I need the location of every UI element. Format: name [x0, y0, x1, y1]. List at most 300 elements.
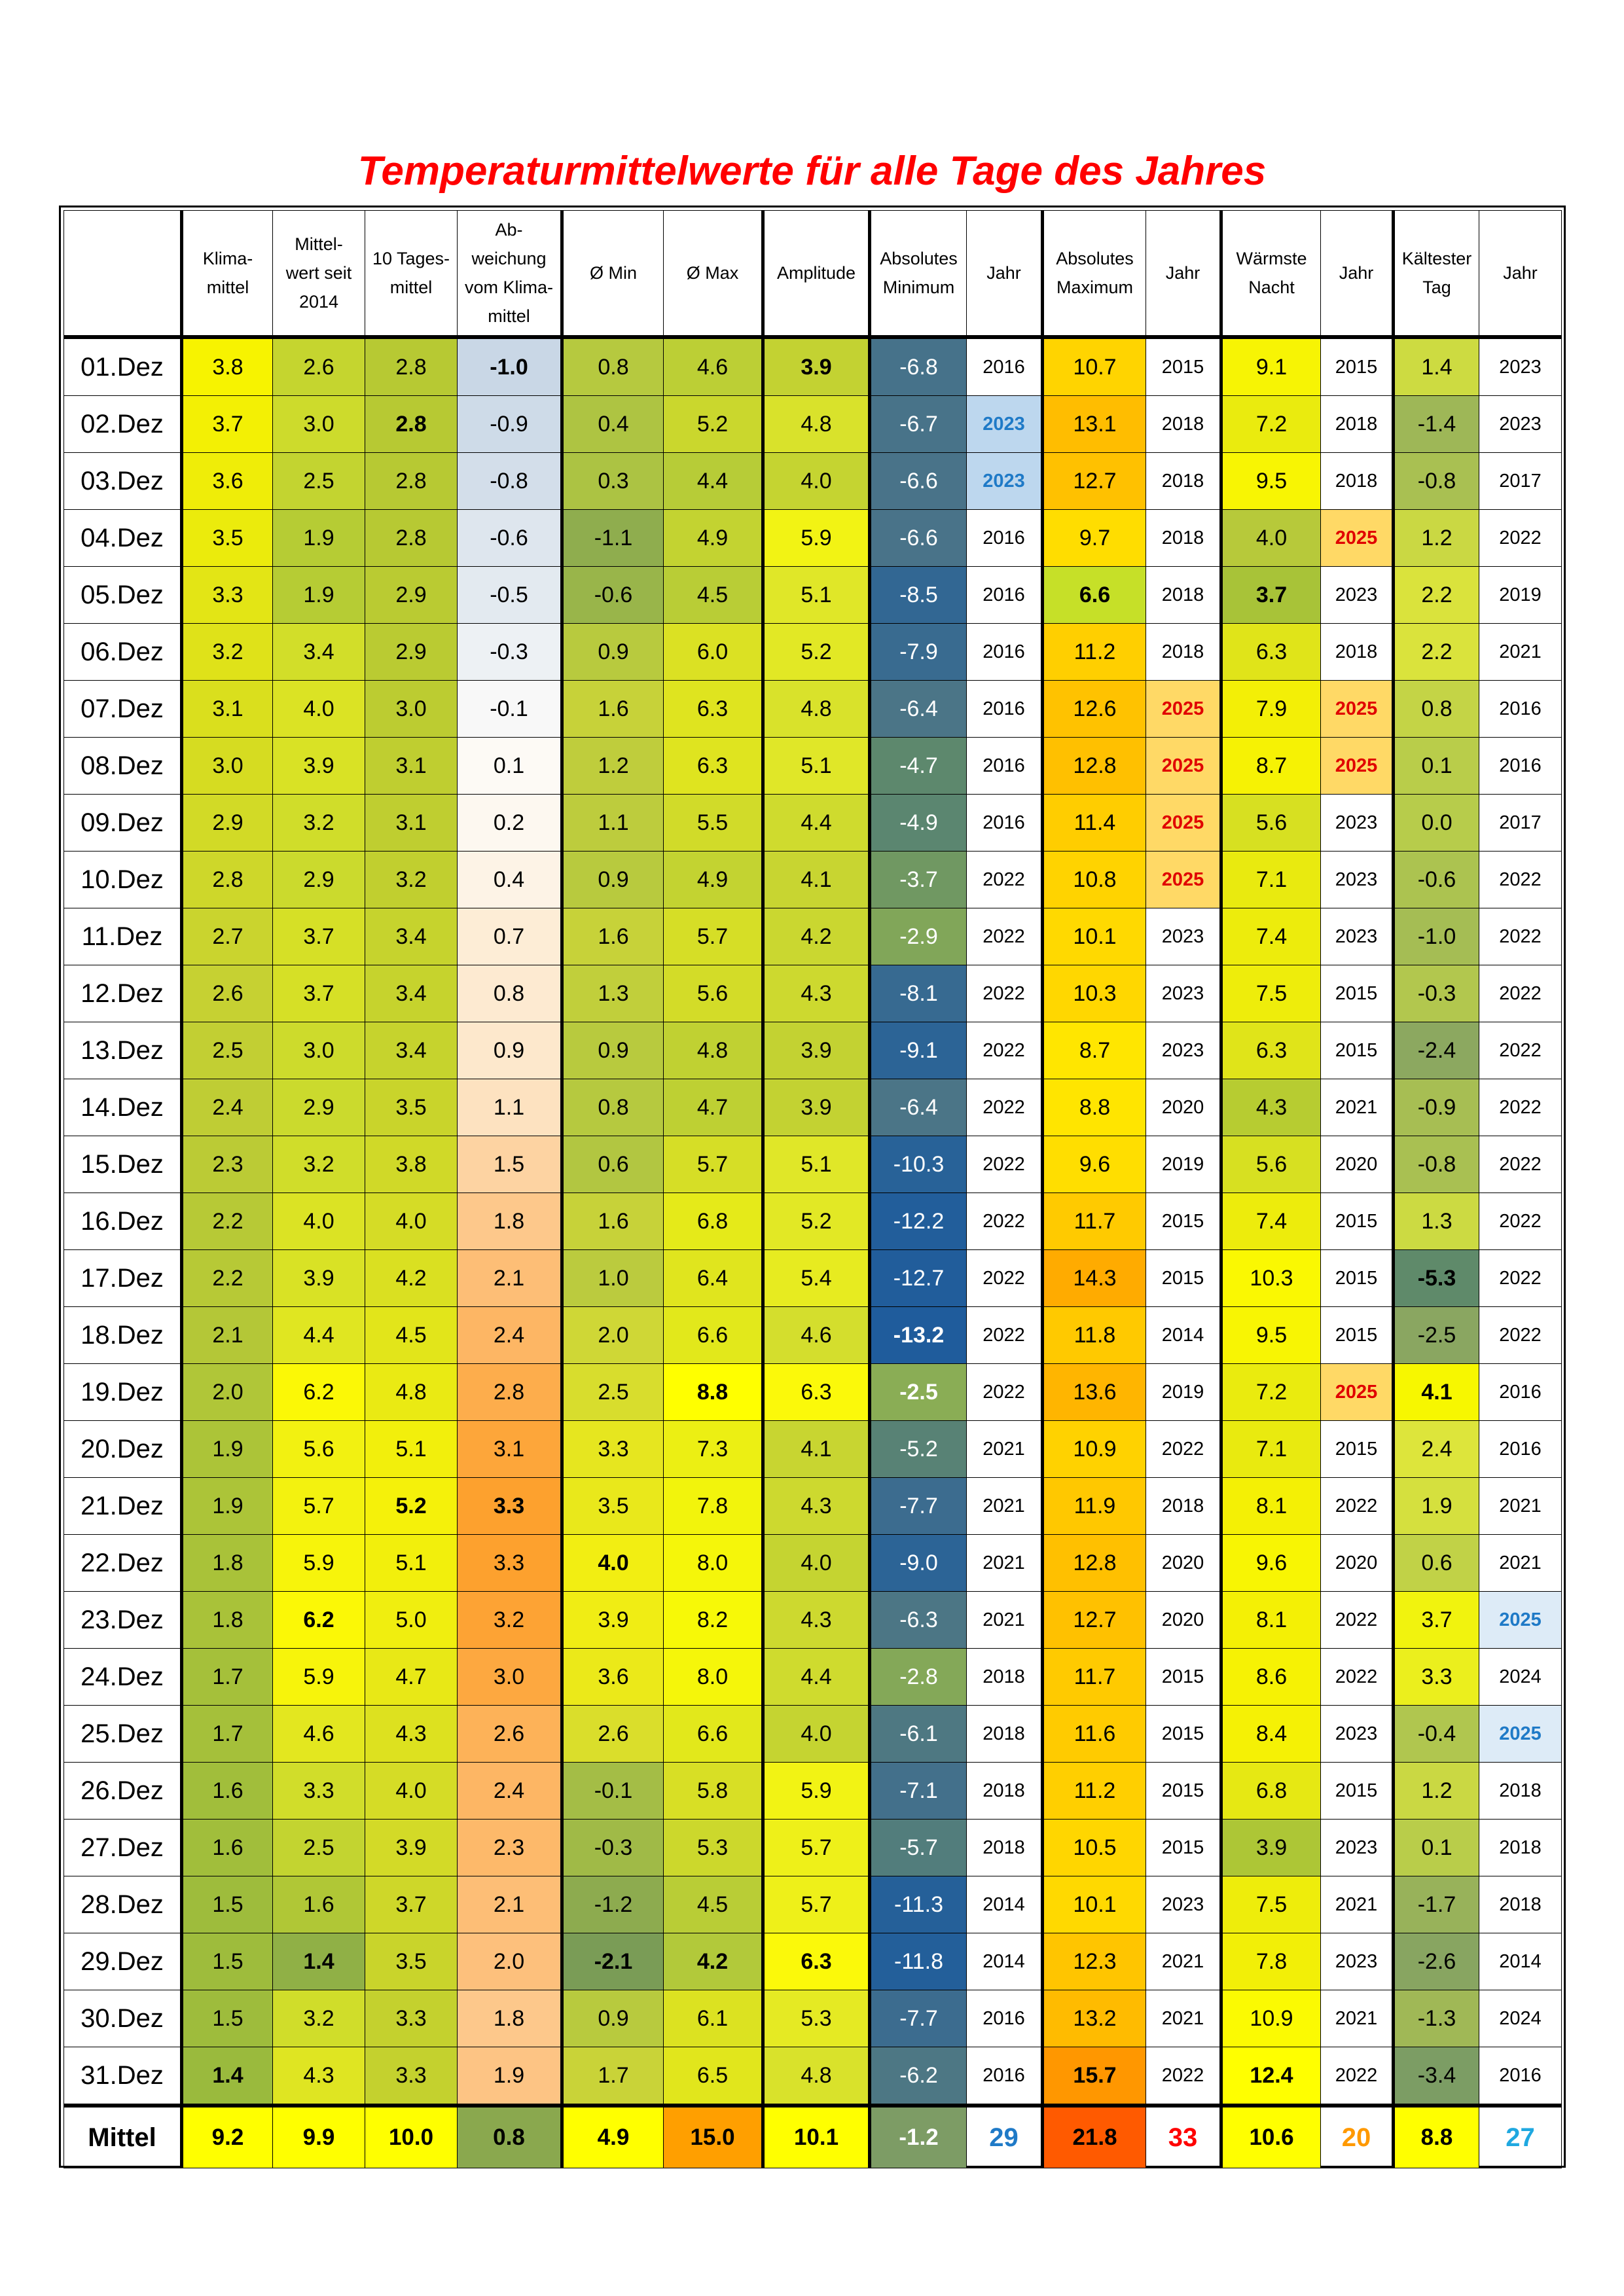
cell-jahr-1: 2018	[967, 1649, 1043, 1706]
cell-jahr-3: 2025	[1321, 510, 1394, 567]
cell-tagesmittel10: 3.5	[365, 1933, 458, 1990]
cell-abweichung: -0.8	[458, 453, 562, 510]
cell-mittelwert: 3.4	[273, 624, 365, 681]
table-row	[64, 1649, 1562, 1706]
cell-tagesmittel10: 2.8	[365, 453, 458, 510]
cell-tagesmittel10: 2.9	[365, 624, 458, 681]
cell-klimamittel: 3.3	[182, 567, 273, 624]
cell-tagesmittel10: 3.0	[365, 681, 458, 738]
cell-min: 3.5	[562, 1478, 664, 1535]
cell-abs-max: 10.3	[1043, 965, 1146, 1022]
table-row	[64, 396, 1562, 453]
cell-waermste-nacht: 8.1	[1221, 1478, 1321, 1535]
cell-jahr-4: 2021	[1479, 1478, 1562, 1535]
cell-jahr-4: 2016	[1479, 2047, 1562, 2106]
cell-abweichung: 3.3	[458, 1535, 562, 1592]
cell-abs-max: 10.1	[1043, 908, 1146, 965]
cell-max: 8.8	[664, 1364, 763, 1421]
cell-kaeltester-tag: 1.9	[1394, 1478, 1479, 1535]
cell-jahr-4: 2019	[1479, 567, 1562, 624]
cell-jahr-3: 2025	[1321, 681, 1394, 738]
cell-day: 25.Dez	[64, 1706, 182, 1763]
cell-jahr-3: 2025	[1321, 738, 1394, 795]
footer-row	[64, 2106, 1562, 2168]
table-row	[64, 1990, 1562, 2047]
cell-waermste-nacht: 6.8	[1221, 1763, 1321, 1820]
header-abs-max: Absolutes Maximum	[1043, 211, 1146, 338]
cell-day: 09.Dez	[64, 795, 182, 852]
cell-jahr-4: 2016	[1479, 738, 1562, 795]
cell-mittelwert: 6.2	[273, 1592, 365, 1649]
cell-max: 4.7	[664, 1079, 763, 1136]
footer-jahr-3: 20	[1321, 2106, 1394, 2168]
cell-abweichung: 2.1	[458, 1876, 562, 1933]
cell-tagesmittel10: 3.3	[365, 2047, 458, 2106]
cell-min: 1.3	[562, 965, 664, 1022]
cell-klimamittel: 1.7	[182, 1649, 273, 1706]
table-row	[64, 1136, 1562, 1193]
cell-mittelwert: 5.9	[273, 1535, 365, 1592]
cell-waermste-nacht: 9.5	[1221, 453, 1321, 510]
cell-mittelwert: 3.7	[273, 908, 365, 965]
cell-jahr-4: 2022	[1479, 1250, 1562, 1307]
cell-jahr-2: 2023	[1146, 1876, 1221, 1933]
table-body	[64, 337, 1562, 2106]
cell-jahr-4: 2016	[1479, 1421, 1562, 1478]
cell-amplitude: 5.9	[763, 1763, 870, 1820]
cell-day: 10.Dez	[64, 852, 182, 908]
cell-abweichung: 3.0	[458, 1649, 562, 1706]
cell-jahr-3: 2021	[1321, 1079, 1394, 1136]
cell-jahr-4: 2017	[1479, 453, 1562, 510]
cell-min: 0.6	[562, 1136, 664, 1193]
cell-min: 3.3	[562, 1421, 664, 1478]
cell-jahr-3: 2022	[1321, 1478, 1394, 1535]
cell-kaeltester-tag: 1.2	[1394, 1763, 1479, 1820]
footer-klimamittel: 9.2	[182, 2106, 273, 2168]
cell-jahr-3: 2018	[1321, 396, 1394, 453]
cell-mittelwert: 1.6	[273, 1876, 365, 1933]
cell-klimamittel: 1.9	[182, 1421, 273, 1478]
cell-day: 30.Dez	[64, 1990, 182, 2047]
cell-amplitude: 5.9	[763, 510, 870, 567]
cell-kaeltester-tag: -1.0	[1394, 908, 1479, 965]
cell-max: 4.2	[664, 1933, 763, 1990]
cell-kaeltester-tag: -0.4	[1394, 1706, 1479, 1763]
cell-kaeltester-tag: -3.4	[1394, 2047, 1479, 2106]
cell-max: 4.9	[664, 852, 763, 908]
cell-amplitude: 4.1	[763, 1421, 870, 1478]
cell-abweichung: 3.1	[458, 1421, 562, 1478]
cell-max: 5.7	[664, 1136, 763, 1193]
table-row	[64, 852, 1562, 908]
cell-abs-max: 10.5	[1043, 1820, 1146, 1876]
cell-min: -0.1	[562, 1763, 664, 1820]
cell-kaeltester-tag: -0.3	[1394, 965, 1479, 1022]
cell-amplitude: 6.3	[763, 1364, 870, 1421]
cell-abs-min: -2.8	[870, 1649, 967, 1706]
cell-max: 5.5	[664, 795, 763, 852]
cell-min: 0.3	[562, 453, 664, 510]
cell-day: 14.Dez	[64, 1079, 182, 1136]
table-row	[64, 337, 1562, 396]
cell-jahr-2: 2018	[1146, 567, 1221, 624]
cell-abs-max: 12.8	[1043, 738, 1146, 795]
cell-min: 0.9	[562, 1022, 664, 1079]
cell-day: 04.Dez	[64, 510, 182, 567]
footer-abs-max: 21.8	[1043, 2106, 1146, 2168]
cell-max: 6.3	[664, 738, 763, 795]
table-row	[64, 681, 1562, 738]
table-row	[64, 1763, 1562, 1820]
cell-kaeltester-tag: -1.3	[1394, 1990, 1479, 2047]
cell-jahr-4: 2021	[1479, 624, 1562, 681]
cell-day: 18.Dez	[64, 1307, 182, 1364]
cell-jahr-3: 2018	[1321, 624, 1394, 681]
cell-amplitude: 4.0	[763, 1706, 870, 1763]
footer-tagesmittel10: 10.0	[365, 2106, 458, 2168]
cell-jahr-4: 2022	[1479, 1079, 1562, 1136]
table-row	[64, 1876, 1562, 1933]
cell-mittelwert: 3.2	[273, 1990, 365, 2047]
cell-min: 2.0	[562, 1307, 664, 1364]
cell-jahr-2: 2020	[1146, 1592, 1221, 1649]
cell-abs-max: 10.1	[1043, 1876, 1146, 1933]
cell-tagesmittel10: 3.8	[365, 1136, 458, 1193]
cell-abs-max: 11.7	[1043, 1193, 1146, 1250]
cell-tagesmittel10: 2.8	[365, 337, 458, 396]
cell-max: 6.4	[664, 1250, 763, 1307]
cell-day: 22.Dez	[64, 1535, 182, 1592]
cell-abs-max: 15.7	[1043, 2047, 1146, 2106]
table-row	[64, 1250, 1562, 1307]
cell-kaeltester-tag: 3.3	[1394, 1649, 1479, 1706]
cell-abweichung: -0.5	[458, 567, 562, 624]
cell-day: 13.Dez	[64, 1022, 182, 1079]
cell-kaeltester-tag: 3.7	[1394, 1592, 1479, 1649]
cell-day: 11.Dez	[64, 908, 182, 965]
cell-jahr-3: 2021	[1321, 1990, 1394, 2047]
cell-jahr-2: 2018	[1146, 453, 1221, 510]
cell-jahr-1: 2018	[967, 1706, 1043, 1763]
cell-day: 21.Dez	[64, 1478, 182, 1535]
cell-klimamittel: 1.5	[182, 1990, 273, 2047]
cell-kaeltester-tag: -0.9	[1394, 1079, 1479, 1136]
cell-klimamittel: 2.2	[182, 1250, 273, 1307]
cell-abs-min: -6.1	[870, 1706, 967, 1763]
cell-klimamittel: 3.7	[182, 396, 273, 453]
cell-day: 03.Dez	[64, 453, 182, 510]
cell-jahr-1: 2022	[967, 1136, 1043, 1193]
cell-day: 19.Dez	[64, 1364, 182, 1421]
cell-abs-max: 11.9	[1043, 1478, 1146, 1535]
cell-waermste-nacht: 7.5	[1221, 965, 1321, 1022]
cell-waermste-nacht: 7.2	[1221, 396, 1321, 453]
cell-jahr-4: 2021	[1479, 1535, 1562, 1592]
cell-amplitude: 5.1	[763, 1136, 870, 1193]
cell-amplitude: 6.3	[763, 1933, 870, 1990]
page-title: Temperaturmittelwerte für alle Tage des Jahres	[357, 149, 1267, 194]
cell-min: -2.1	[562, 1933, 664, 1990]
cell-jahr-3: 2025	[1321, 1364, 1394, 1421]
cell-jahr-2: 2018	[1146, 510, 1221, 567]
cell-jahr-2: 2020	[1146, 1535, 1221, 1592]
cell-abs-min: -6.7	[870, 396, 967, 453]
cell-waermste-nacht: 9.1	[1221, 337, 1321, 396]
cell-kaeltester-tag: 0.1	[1394, 738, 1479, 795]
cell-day: 07.Dez	[64, 681, 182, 738]
cell-klimamittel: 3.8	[182, 337, 273, 396]
cell-waermste-nacht: 7.9	[1221, 681, 1321, 738]
cell-tagesmittel10: 2.8	[365, 510, 458, 567]
cell-mittelwert: 4.3	[273, 2047, 365, 2106]
cell-day: 26.Dez	[64, 1763, 182, 1820]
header-max: Ø Max	[664, 211, 763, 338]
cell-kaeltester-tag: -2.6	[1394, 1933, 1479, 1990]
cell-kaeltester-tag: 2.2	[1394, 567, 1479, 624]
cell-jahr-4: 2022	[1479, 908, 1562, 965]
cell-amplitude: 4.3	[763, 1592, 870, 1649]
cell-waermste-nacht: 5.6	[1221, 1136, 1321, 1193]
cell-abweichung: 1.9	[458, 2047, 562, 2106]
cell-jahr-1: 2021	[967, 1478, 1043, 1535]
cell-jahr-2: 2015	[1146, 1763, 1221, 1820]
cell-klimamittel: 1.5	[182, 1876, 273, 1933]
cell-klimamittel: 3.0	[182, 738, 273, 795]
cell-abs-min: -7.7	[870, 1478, 967, 1535]
cell-waermste-nacht: 6.3	[1221, 1022, 1321, 1079]
cell-jahr-3: 2020	[1321, 1136, 1394, 1193]
cell-day: 28.Dez	[64, 1876, 182, 1933]
cell-jahr-2: 2023	[1146, 908, 1221, 965]
header-10-tagesmittel: 10 Tages- mittel	[365, 211, 458, 338]
cell-waermste-nacht: 3.9	[1221, 1820, 1321, 1876]
cell-jahr-4: 2018	[1479, 1820, 1562, 1876]
cell-klimamittel: 1.6	[182, 1820, 273, 1876]
cell-max: 6.6	[664, 1706, 763, 1763]
cell-jahr-3: 2023	[1321, 1706, 1394, 1763]
cell-tagesmittel10: 4.0	[365, 1193, 458, 1250]
table-row	[64, 1193, 1562, 1250]
table-row	[64, 1535, 1562, 1592]
cell-jahr-3: 2023	[1321, 1933, 1394, 1990]
cell-abs-min: -5.2	[870, 1421, 967, 1478]
cell-jahr-1: 2016	[967, 510, 1043, 567]
cell-jahr-4: 2023	[1479, 396, 1562, 453]
cell-jahr-1: 2016	[967, 2047, 1043, 2106]
cell-jahr-2: 2019	[1146, 1136, 1221, 1193]
cell-amplitude: 4.2	[763, 908, 870, 965]
cell-jahr-1: 2016	[967, 1990, 1043, 2047]
cell-jahr-2: 2018	[1146, 624, 1221, 681]
header-jahr-2: Jahr	[1146, 211, 1221, 338]
header-row	[64, 211, 1562, 338]
cell-tagesmittel10: 3.7	[365, 1876, 458, 1933]
cell-klimamittel: 1.6	[182, 1763, 273, 1820]
cell-kaeltester-tag: -2.5	[1394, 1307, 1479, 1364]
cell-jahr-3: 2015	[1321, 1250, 1394, 1307]
cell-jahr-4: 2022	[1479, 510, 1562, 567]
cell-mittelwert: 3.2	[273, 1136, 365, 1193]
cell-tagesmittel10: 3.1	[365, 795, 458, 852]
cell-abweichung: 0.9	[458, 1022, 562, 1079]
cell-waermste-nacht: 6.3	[1221, 624, 1321, 681]
cell-abs-max: 12.6	[1043, 681, 1146, 738]
cell-amplitude: 4.8	[763, 2047, 870, 2106]
cell-abweichung: 2.3	[458, 1820, 562, 1876]
cell-jahr-2: 2015	[1146, 1820, 1221, 1876]
cell-abs-min: -6.6	[870, 510, 967, 567]
header-mittelwert: Mittel- wert seit 2014	[273, 211, 365, 338]
cell-day: 27.Dez	[64, 1820, 182, 1876]
cell-abs-min: -4.7	[870, 738, 967, 795]
cell-amplitude: 5.7	[763, 1876, 870, 1933]
table-row	[64, 1706, 1562, 1763]
cell-klimamittel: 2.1	[182, 1307, 273, 1364]
cell-jahr-1: 2022	[967, 1022, 1043, 1079]
cell-waermste-nacht: 8.1	[1221, 1592, 1321, 1649]
header-min: Ø Min	[562, 211, 664, 338]
cell-kaeltester-tag: -2.4	[1394, 1022, 1479, 1079]
cell-amplitude: 4.8	[763, 396, 870, 453]
cell-day: 16.Dez	[64, 1193, 182, 1250]
cell-tagesmittel10: 3.2	[365, 852, 458, 908]
cell-mittelwert: 3.2	[273, 795, 365, 852]
cell-abs-max: 9.7	[1043, 510, 1146, 567]
cell-kaeltester-tag: -1.4	[1394, 396, 1479, 453]
cell-day: 24.Dez	[64, 1649, 182, 1706]
cell-jahr-4: 2022	[1479, 852, 1562, 908]
cell-jahr-4: 2023	[1479, 337, 1562, 396]
cell-abs-min: -3.7	[870, 852, 967, 908]
cell-amplitude: 5.1	[763, 738, 870, 795]
cell-max: 4.5	[664, 567, 763, 624]
cell-abs-max: 8.8	[1043, 1079, 1146, 1136]
cell-max: 6.5	[664, 2047, 763, 2106]
cell-jahr-1: 2022	[967, 1364, 1043, 1421]
cell-jahr-4: 2022	[1479, 1193, 1562, 1250]
cell-tagesmittel10: 5.0	[365, 1592, 458, 1649]
cell-max: 7.3	[664, 1421, 763, 1478]
footer-abs-min: -1.2	[870, 2106, 967, 2168]
cell-abweichung: 2.8	[458, 1364, 562, 1421]
cell-amplitude: 5.4	[763, 1250, 870, 1307]
cell-abs-max: 8.7	[1043, 1022, 1146, 1079]
cell-tagesmittel10: 4.3	[365, 1706, 458, 1763]
cell-jahr-3: 2015	[1321, 965, 1394, 1022]
cell-tagesmittel10: 4.8	[365, 1364, 458, 1421]
cell-jahr-1: 2018	[967, 1763, 1043, 1820]
cell-mittelwert: 5.9	[273, 1649, 365, 1706]
cell-min: 2.6	[562, 1706, 664, 1763]
footer-day: Mittel	[64, 2106, 182, 2168]
cell-jahr-3: 2023	[1321, 1820, 1394, 1876]
cell-mittelwert: 4.6	[273, 1706, 365, 1763]
cell-waermste-nacht: 7.8	[1221, 1933, 1321, 1990]
table-row	[64, 1820, 1562, 1876]
cell-mittelwert: 4.4	[273, 1307, 365, 1364]
cell-mittelwert: 3.9	[273, 738, 365, 795]
cell-min: 0.9	[562, 1990, 664, 2047]
cell-day: 05.Dez	[64, 567, 182, 624]
cell-jahr-4: 2024	[1479, 1649, 1562, 1706]
cell-abs-min: -12.7	[870, 1250, 967, 1307]
cell-abweichung: 2.0	[458, 1933, 562, 1990]
cell-tagesmittel10: 3.1	[365, 738, 458, 795]
cell-abs-min: -8.1	[870, 965, 967, 1022]
cell-abweichung: 2.1	[458, 1250, 562, 1307]
cell-jahr-2: 2018	[1146, 1478, 1221, 1535]
cell-tagesmittel10: 2.8	[365, 396, 458, 453]
cell-jahr-2: 2022	[1146, 1421, 1221, 1478]
cell-jahr-3: 2023	[1321, 795, 1394, 852]
cell-max: 5.6	[664, 965, 763, 1022]
cell-day: 31.Dez	[64, 2047, 182, 2106]
cell-amplitude: 3.9	[763, 337, 870, 396]
cell-mittelwert: 4.0	[273, 1193, 365, 1250]
cell-jahr-3: 2023	[1321, 908, 1394, 965]
cell-klimamittel: 1.5	[182, 1933, 273, 1990]
cell-abs-min: -6.8	[870, 337, 967, 396]
cell-kaeltester-tag: 0.8	[1394, 681, 1479, 738]
cell-day: 15.Dez	[64, 1136, 182, 1193]
cell-jahr-1: 2022	[967, 1079, 1043, 1136]
header-abs-min: Absolutes Minimum	[870, 211, 967, 338]
cell-kaeltester-tag: 1.2	[1394, 510, 1479, 567]
cell-abs-max: 9.6	[1043, 1136, 1146, 1193]
cell-min: 0.8	[562, 337, 664, 396]
cell-day: 29.Dez	[64, 1933, 182, 1990]
cell-abweichung: 2.4	[458, 1307, 562, 1364]
footer-min: 4.9	[562, 2106, 664, 2168]
cell-jahr-2: 2025	[1146, 852, 1221, 908]
cell-klimamittel: 2.9	[182, 795, 273, 852]
header-klimamittel: Klima- mittel	[182, 211, 273, 338]
cell-amplitude: 5.7	[763, 1820, 870, 1876]
cell-jahr-1: 2016	[967, 624, 1043, 681]
table-row	[64, 795, 1562, 852]
cell-abs-min: -7.7	[870, 1990, 967, 2047]
cell-abweichung: 0.8	[458, 965, 562, 1022]
cell-min: 0.4	[562, 396, 664, 453]
cell-jahr-3: 2015	[1321, 1763, 1394, 1820]
cell-abs-min: -6.2	[870, 2047, 967, 2106]
cell-waermste-nacht: 8.6	[1221, 1649, 1321, 1706]
cell-jahr-4: 2017	[1479, 795, 1562, 852]
cell-jahr-1: 2014	[967, 1876, 1043, 1933]
cell-klimamittel: 2.2	[182, 1193, 273, 1250]
cell-tagesmittel10: 3.9	[365, 1820, 458, 1876]
cell-jahr-3: 2018	[1321, 453, 1394, 510]
cell-max: 5.7	[664, 908, 763, 965]
cell-abs-min: -6.3	[870, 1592, 967, 1649]
table-row	[64, 1933, 1562, 1990]
cell-abweichung: 3.2	[458, 1592, 562, 1649]
cell-mittelwert: 2.6	[273, 337, 365, 396]
cell-waermste-nacht: 12.4	[1221, 2047, 1321, 2106]
cell-abs-max: 13.6	[1043, 1364, 1146, 1421]
cell-jahr-1: 2022	[967, 908, 1043, 965]
header-kaeltester-tag: Kältester Tag	[1394, 211, 1479, 338]
cell-jahr-4: 2018	[1479, 1876, 1562, 1933]
cell-abs-min: -13.2	[870, 1307, 967, 1364]
cell-kaeltester-tag: 0.0	[1394, 795, 1479, 852]
table-row	[64, 738, 1562, 795]
table-row	[64, 965, 1562, 1022]
footer-waermste-nacht: 10.6	[1221, 2106, 1321, 2168]
cell-day: 01.Dez	[64, 337, 182, 396]
cell-min: 1.6	[562, 681, 664, 738]
